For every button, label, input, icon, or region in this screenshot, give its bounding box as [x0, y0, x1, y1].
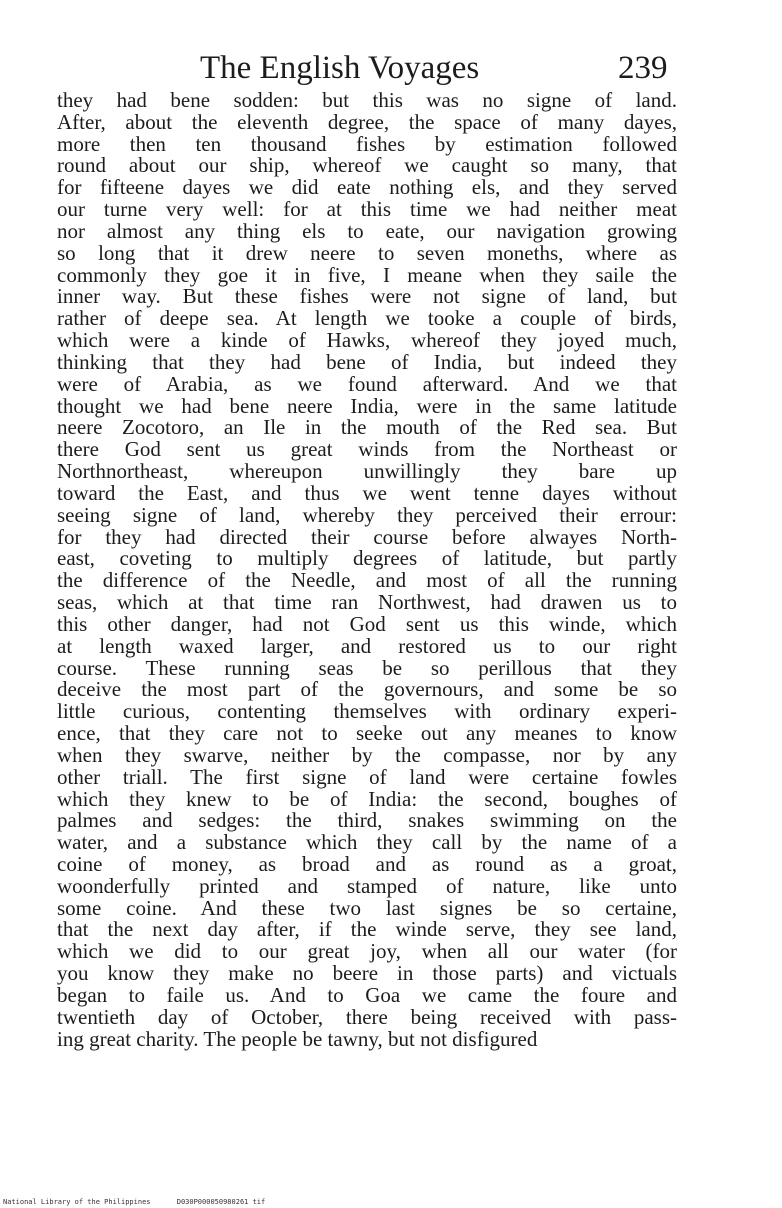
text-line: ence, that they care not to seeke out any meanes to know	[57, 721, 677, 746]
text-line: which we did to our great joy, when all our water (for	[57, 939, 677, 964]
text-line: for they had directed their course before alwayes North-	[57, 524, 677, 549]
text-line: After, about the eleventh degree, the space of many dayes,	[57, 109, 677, 134]
text-line: that the next day after, if the winde serve, they see land,	[57, 917, 677, 942]
text-line: rather of deepe sea. At length we tooke a couple of birds,	[57, 306, 677, 331]
text-line: nor almost any thing els to eate, our navigation growing	[57, 218, 677, 243]
text-line: twentieth day of October, there being received with pass-	[57, 1004, 677, 1029]
text-line: there God sent us great winds from the Northeast or	[57, 437, 677, 462]
text-line: ing great charity. The people be tawny, but not disfigured	[57, 1026, 538, 1051]
text-line: deceive the most part of the governours, and some be so	[57, 677, 677, 702]
page-title: The English Voyages	[200, 50, 480, 86]
text-line: neere Zocotoro, an Ile in the mouth of the Red sea. But	[57, 415, 677, 440]
text-line: more then ten thousand fishes by estimation followed	[57, 131, 677, 156]
text-line: thought we had bene neere India, were in the same latitude	[57, 393, 677, 418]
text-line: little curious, contenting themselves with ordinary experi-	[57, 699, 677, 724]
text-line: other triall. The first signe of land were certaine fowles	[57, 764, 677, 789]
text-line: you know they make no beere in those parts) and victuals	[57, 961, 677, 986]
text-line: Northnortheast, whereupon unwillingly they bare up	[57, 459, 677, 484]
text-line: the difference of the Needle, and most of all the running	[57, 568, 677, 593]
page-number: 239	[618, 50, 668, 86]
text-line: some coine. And these two last signes be so certaine,	[57, 895, 677, 920]
text-line: round about our ship, whereof we caught so many, that	[57, 153, 677, 178]
text-line: our turne very well: for at this time we had neither meat	[57, 197, 677, 222]
text-line: water, and a substance which they call by the name of a	[57, 830, 677, 855]
text-line: at length waxed larger, and restored us to our right	[57, 633, 677, 658]
text-line: course. These running seas be so perillous that they	[57, 655, 677, 680]
text-line: woonderfully printed and stamped of nature, like unto	[57, 873, 677, 898]
text-line: they had bene sodden: but this was no signe of land.	[57, 88, 677, 112]
text-line: began to faile us. And to Goa we came the foure and	[57, 982, 677, 1007]
text-line: east, coveting to multiply degrees of latitude, but partly	[57, 546, 677, 571]
text-line: toward the East, and thus we went tenne dayes without	[57, 480, 677, 505]
text-line: which they knew to be of India: the second, boughes of	[57, 786, 677, 811]
text-line: which were a kinde of Hawks, whereof they joyed much,	[57, 328, 677, 353]
text-line: coine of money, as broad and as round as a groat,	[57, 851, 677, 876]
text-line: inner way. But these fishes were not signe of land, but	[57, 284, 677, 309]
text-line: thinking that they had bene of India, but indeed they	[57, 349, 677, 374]
body-text	[57, 90, 677, 1050]
scan-footer	[3, 1198, 287, 1207]
text-line: when they swarve, neither by the compasse, nor by any	[57, 742, 677, 767]
running-head	[0, 48, 782, 88]
text-line: commonly they goe it in five, I meane when they saile the	[57, 262, 677, 287]
text-line: this other danger, had not God sent us this winde, which	[57, 611, 677, 636]
text-line: were of Arabia, as we found afterward. And we that	[57, 371, 677, 396]
text-line: palmes and sedges: the third, snakes swimming on the	[57, 808, 677, 833]
library-name: National Library of the Philippines	[3, 1198, 151, 1206]
file-id: D030P000050980261 tif	[176, 1198, 266, 1206]
text-line: so long that it drew neere to seven moneths, where as	[57, 240, 677, 265]
text-line: for fifteene dayes we did eate nothing els, and they served	[57, 175, 677, 200]
text-line: seeing signe of land, whereby they perceived their errour:	[57, 502, 677, 527]
text-line: seas, which at that time ran Northwest, had drawen us to	[57, 590, 677, 615]
